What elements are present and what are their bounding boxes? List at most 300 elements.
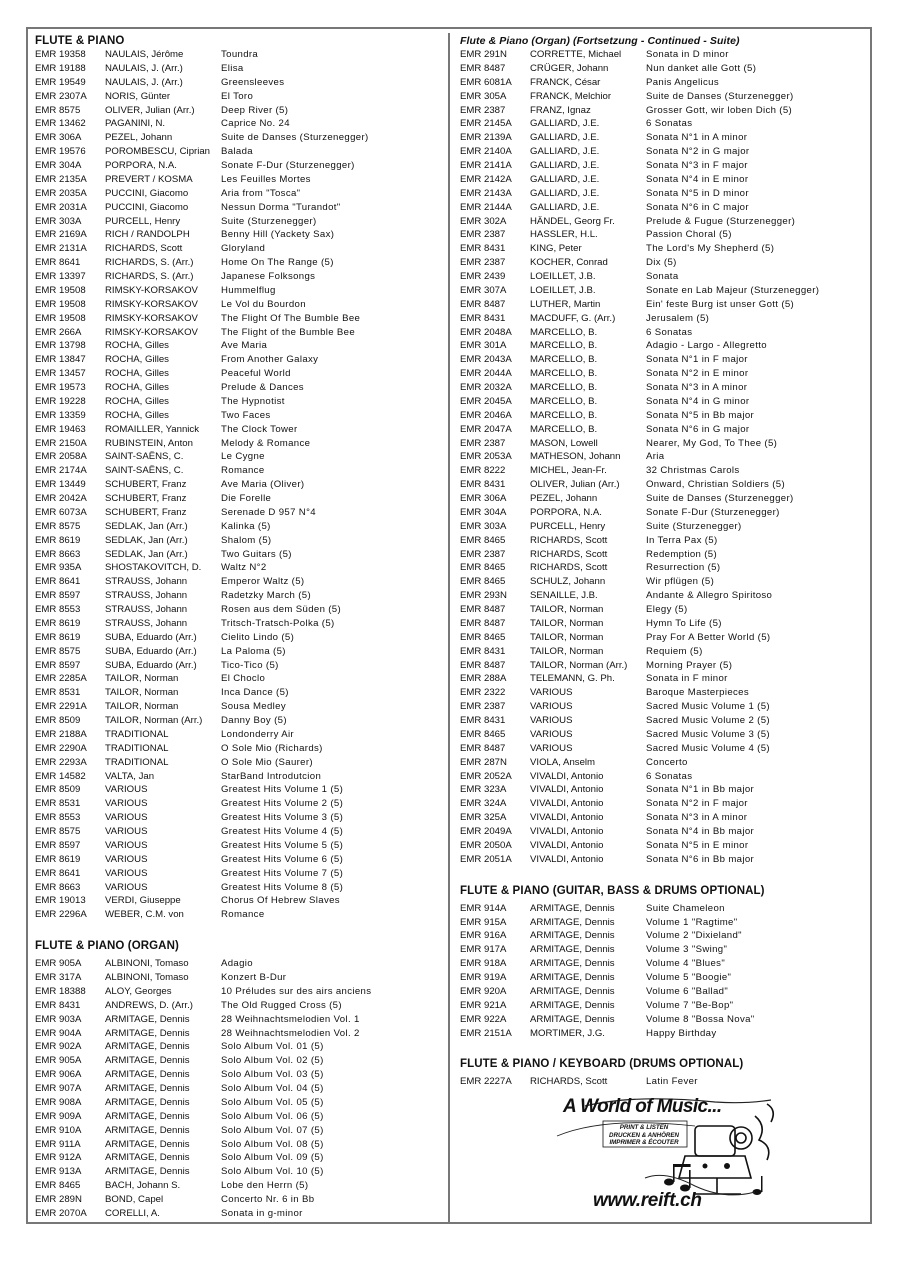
catalog-number: EMR 908A	[35, 1096, 82, 1108]
catalog-entry	[35, 228, 445, 242]
work-title: Peaceful World	[221, 368, 291, 380]
catalog-number: EMR 2387	[460, 257, 506, 269]
work-title: Romance	[221, 465, 265, 477]
catalog-entry	[460, 76, 865, 90]
work-title: Solo Album Vol. 01 (5)	[221, 1041, 324, 1053]
composer: HÄNDEL, Georg Fr.	[530, 215, 615, 227]
catalog-entry	[35, 756, 445, 770]
catalog-entry	[35, 270, 445, 284]
catalog-number: EMR 8465	[460, 728, 506, 740]
catalog-number: EMR 304A	[460, 506, 507, 518]
composer: NORIS, Günter	[105, 90, 171, 102]
catalog-entry	[35, 395, 445, 409]
composer: VERDI, Giuseppe	[105, 895, 181, 907]
work-title: Solo Album Vol. 10 (5)	[221, 1166, 324, 1178]
work-title: The Old Rugged Cross (5)	[221, 999, 342, 1011]
work-title: Sonate F-Dur (Sturzenegger)	[646, 506, 780, 518]
composer: ARMITAGE, Dennis	[530, 916, 615, 928]
work-title: Lobe den Herrn (5)	[221, 1180, 309, 1192]
composer: OLIVER, Julian (Arr.)	[530, 479, 620, 491]
catalog-entry	[35, 770, 445, 784]
work-title: Ein' feste Burg ist unser Gott (5)	[646, 298, 795, 310]
composer: ROCHA, Gilles	[105, 340, 169, 352]
work-title: Two Guitars (5)	[221, 548, 292, 560]
work-title: Two Faces	[221, 409, 271, 421]
work-title: Volume 1 "Ragtime"	[646, 916, 738, 928]
catalog-number: EMR 302A	[460, 215, 507, 227]
catalog-number: EMR 324A	[460, 798, 507, 810]
work-title: Shalom (5)	[221, 534, 272, 546]
composer: SEDLAK, Jan (Arr.)	[105, 534, 188, 546]
composer: ARMITAGE, Dennis	[105, 1138, 190, 1150]
work-title: StarBand Introdutcion	[221, 770, 322, 782]
work-title: Tritsch-Tratsch-Polka (5)	[221, 617, 335, 629]
work-title: Sacred Music Volume 2 (5)	[646, 715, 770, 726]
catalog-number: EMR 2047A	[460, 423, 512, 435]
catalog-entry	[460, 728, 865, 742]
work-title: The Flight of the Bumble Bee	[221, 326, 356, 338]
catalog-number: EMR 19358	[35, 49, 86, 60]
work-title: Sonata N°1 in Bb major	[646, 784, 755, 796]
catalog-number: EMR 14582	[35, 770, 86, 782]
catalog-entry	[35, 201, 445, 215]
work-title: Pray For A Better World (5)	[646, 631, 771, 643]
work-title: Concerto	[646, 756, 688, 768]
catalog-entry	[35, 700, 445, 714]
catalog-entry	[35, 312, 445, 326]
composer: VARIOUS	[105, 839, 148, 851]
work-title: La Paloma (5)	[221, 645, 286, 657]
catalog-number: EMR 2387	[460, 701, 506, 713]
catalog-number: EMR 8597	[35, 839, 81, 851]
work-title: Nun danket alle Gott (5)	[646, 62, 757, 74]
section-title: FLUTE & PIANO	[35, 35, 125, 47]
catalog-entry	[460, 298, 865, 312]
composer: ARMITAGE, Dennis	[105, 1013, 190, 1025]
work-title: Sonata N°1 in F major	[646, 354, 748, 366]
catalog-number: EMR 2150A	[35, 437, 87, 449]
work-title: Sonata N°2 in E minor	[646, 368, 749, 380]
work-title: Tico-Tico (5)	[221, 659, 279, 671]
catalog-number: EMR 288A	[460, 673, 507, 685]
catalog-number: EMR 8465	[460, 631, 506, 643]
catalog-number: EMR 2169A	[35, 229, 87, 241]
catalog-number: EMR 2051A	[460, 853, 512, 865]
catalog-entry	[35, 811, 445, 825]
work-title: Sonata N°3 in A minor	[646, 382, 748, 393]
catalog-number: EMR 8619	[35, 617, 81, 629]
composer: ARMITAGE, Dennis	[530, 985, 615, 997]
composer: TELEMANN, G. Ph.	[530, 673, 615, 685]
composer: VARIOUS	[105, 798, 148, 810]
composer: MARCELLO, B.	[530, 340, 598, 352]
catalog-number: EMR 8509	[35, 715, 81, 726]
composer: LOEILLET, J.B.	[530, 271, 596, 282]
work-title: Rosen aus dem Süden (5)	[221, 604, 342, 615]
catalog-number: EMR 2285A	[35, 673, 87, 685]
catalog-entry	[35, 520, 445, 534]
catalog-entry	[35, 686, 445, 700]
catalog-entry	[35, 173, 445, 187]
catalog-entry	[35, 617, 445, 631]
catalog-number: EMR 323A	[460, 784, 507, 796]
composer: ARMITAGE, Dennis	[105, 1055, 190, 1067]
catalog-entry	[35, 450, 445, 464]
work-title: Gloryland	[221, 243, 266, 255]
catalog-number: EMR 8575	[35, 826, 81, 837]
catalog-entry	[35, 1124, 445, 1138]
catalog-entry	[460, 561, 865, 575]
catalog-entry	[460, 437, 865, 451]
work-title: Hymn To Life (5)	[646, 617, 722, 629]
catalog-number: EMR 19573	[35, 382, 86, 393]
catalog-number: EMR 8531	[35, 687, 81, 699]
catalog-number: EMR 18388	[35, 985, 86, 997]
work-title: Elegy (5)	[646, 604, 688, 615]
work-title: 32 Christmas Carols	[646, 465, 740, 477]
catalog-number: EMR 2142A	[460, 173, 512, 185]
work-title: Sonata N°3 in F major	[646, 160, 748, 171]
work-title: Happy Birthday	[646, 1027, 717, 1039]
catalog-entry	[35, 1013, 445, 1027]
catalog-number: EMR 19508	[35, 298, 86, 310]
work-title: Le Vol du Bourdon	[221, 298, 306, 310]
work-title: Volume 5 "Boogie"	[646, 972, 732, 983]
catalog-number: EMR 8619	[35, 631, 81, 643]
composer: NAULAIS, J. (Arr.)	[105, 76, 183, 88]
catalog-entry	[460, 520, 865, 534]
catalog-number: EMR 911A	[35, 1138, 81, 1150]
catalog-entry	[460, 478, 865, 492]
catalog-entry	[35, 478, 445, 492]
work-title: Hummelflug	[221, 284, 276, 296]
composer: TAILOR, Norman	[105, 673, 179, 685]
work-title: O Sole Mio (Richards)	[221, 742, 323, 754]
work-title: Greatest Hits Volume 2 (5)	[221, 798, 344, 810]
catalog-entry	[460, 145, 865, 159]
catalog-entry	[35, 131, 445, 145]
catalog-entry	[35, 1040, 445, 1054]
work-title: Passion Choral (5)	[646, 229, 732, 241]
catalog-entry	[460, 672, 865, 686]
catalog-entry	[35, 284, 445, 298]
work-title: Volume 3 "Swing"	[646, 944, 728, 956]
catalog-number: EMR 6081A	[460, 76, 512, 88]
catalog-entry	[460, 548, 865, 562]
catalog-number: EMR 8222	[460, 465, 506, 477]
catalog-number: EMR 2387	[460, 104, 506, 116]
catalog-entry	[35, 783, 445, 797]
catalog-entry	[460, 1027, 865, 1041]
composer: TRADITIONAL	[105, 728, 169, 740]
catalog-entry	[460, 367, 865, 381]
catalog-entry	[35, 603, 445, 617]
work-title: Sonata N°2 in F major	[646, 798, 748, 810]
work-title: Sonata in D minor	[646, 49, 729, 60]
catalog-number: EMR 2042A	[35, 493, 87, 504]
catalog-number: EMR 8641	[35, 257, 81, 269]
work-title: Elisa	[221, 62, 244, 74]
work-title: Radetzky March (5)	[221, 590, 312, 602]
catalog-number: EMR 2439	[460, 271, 506, 282]
work-title: Wir pflügen (5)	[646, 576, 715, 588]
catalog-number: EMR 2227A	[460, 1076, 512, 1088]
catalog-number: EMR 303A	[460, 520, 507, 532]
catalog-entry	[35, 367, 445, 381]
catalog-number: EMR 922A	[460, 1013, 507, 1025]
catalog-entry	[460, 62, 865, 76]
composer: ARMITAGE, Dennis	[105, 1166, 190, 1178]
work-title: Sacred Music Volume 3 (5)	[646, 728, 770, 740]
catalog-number: EMR 8575	[35, 645, 81, 657]
composer: WEBER, C.M. von	[105, 909, 184, 921]
catalog-entry	[35, 1068, 445, 1082]
catalog-entry	[460, 943, 865, 957]
work-title: Balada	[221, 146, 253, 158]
catalog-number: EMR 307A	[460, 284, 507, 296]
work-title: Konzert B-Dur	[221, 972, 287, 983]
composer: MARCELLO, B.	[530, 368, 598, 380]
composer: NAULAIS, J. (Arr.)	[105, 62, 183, 74]
composer: RICHARDS, S. (Arr.)	[105, 257, 194, 269]
composer: ROCHA, Gilles	[105, 382, 169, 393]
catalog-number: EMR 2141A	[460, 160, 512, 171]
catalog-number: EMR 2032A	[460, 382, 512, 393]
work-title: Sonata N°3 in A minor	[646, 812, 748, 824]
catalog-number: EMR 8487	[460, 604, 506, 615]
composer: MARCELLO, B.	[530, 395, 598, 407]
catalog-entry	[35, 215, 445, 229]
catalog-entry	[35, 881, 445, 895]
composer: CORRETTE, Michael	[530, 49, 622, 60]
left-column	[35, 34, 445, 1221]
catalog-entry	[35, 728, 445, 742]
work-title: Home On The Range (5)	[221, 257, 334, 269]
catalog-number: EMR 8575	[35, 520, 81, 532]
catalog-number: EMR 904A	[35, 1027, 82, 1039]
catalog-entry	[460, 270, 865, 284]
work-title: The Hypnotist	[221, 395, 285, 407]
work-title: Sonate F-Dur (Sturzenegger)	[221, 160, 355, 171]
composer: STRAUSS, Johann	[105, 617, 188, 629]
catalog-entry	[35, 534, 445, 548]
catalog-entry	[460, 971, 865, 985]
catalog-number: EMR 2135A	[35, 173, 87, 185]
composer: PORPORA, N.A.	[530, 506, 602, 518]
catalog-number: EMR 913A	[35, 1166, 82, 1178]
work-title: Sacred Music Volume 4 (5)	[646, 742, 770, 754]
catalog-number: EMR 6073A	[35, 506, 87, 518]
work-title: Deep River (5)	[221, 104, 289, 116]
work-title: Resurrection (5)	[646, 562, 721, 574]
composer: PUCCINI, Giacomo	[105, 187, 189, 199]
catalog-entry	[460, 929, 865, 943]
catalog-entry	[35, 1151, 445, 1165]
website-url[interactable]: www.reift.ch	[593, 1190, 702, 1211]
work-title: Redemption (5)	[646, 548, 718, 560]
composer: RICHARDS, Scott	[530, 1076, 608, 1088]
catalog-entry	[460, 312, 865, 326]
work-title: Solo Album Vol. 09 (5)	[221, 1152, 324, 1164]
catalog-number: EMR 916A	[460, 930, 507, 942]
work-title: Andante & Allegro Spiritoso	[646, 590, 773, 602]
composer: VIVALDI, Antonio	[530, 784, 604, 796]
work-title: Volume 2 "Dixieland"	[646, 930, 742, 942]
work-title: Greatest Hits Volume 8 (5)	[221, 881, 344, 893]
catalog-number: EMR 287N	[460, 756, 507, 768]
composer: KOCHER, Conrad	[530, 257, 608, 269]
composer: VARIOUS	[105, 853, 148, 865]
catalog-number: EMR 8465	[460, 562, 506, 574]
composer: VIVALDI, Antonio	[530, 839, 604, 851]
catalog-number: EMR 2307A	[35, 90, 87, 102]
composer: MATHESON, Johann	[530, 451, 621, 463]
composer: RIMSKY-KORSAKOV	[105, 284, 198, 296]
catalog-number: EMR 291N	[460, 49, 507, 60]
composer: GALLIARD, J.E.	[530, 201, 600, 213]
composer: RICHARDS, Scott	[530, 562, 608, 574]
catalog-number: EMR 909A	[35, 1110, 82, 1122]
composer: PAGANINI, N.	[105, 118, 166, 130]
catalog-entry	[35, 631, 445, 645]
catalog-number: EMR 2145A	[460, 118, 512, 130]
catalog-entry	[460, 423, 865, 437]
catalog-entry	[35, 971, 445, 985]
catalog-entry	[460, 256, 865, 270]
catalog-list	[460, 1075, 865, 1089]
catalog-number: EMR 19508	[35, 284, 86, 296]
composer: RICHARDS, Scott	[105, 243, 183, 255]
catalog-entry	[460, 409, 865, 423]
work-title: Volume 6 "Ballad"	[646, 985, 729, 997]
composer: MICHEL, Jean-Fr.	[530, 465, 607, 477]
composer: VARIOUS	[530, 715, 573, 726]
composer: VALTA, Jan	[105, 770, 155, 782]
catalog-list	[35, 48, 445, 922]
catalog-entry	[460, 201, 865, 215]
catalog-entry	[35, 464, 445, 478]
catalog-entry	[460, 957, 865, 971]
catalog-entry	[35, 1207, 445, 1221]
work-title: Inca Dance (5)	[221, 687, 289, 699]
composer: ROCHA, Gilles	[105, 354, 169, 366]
catalog-entry	[35, 104, 445, 118]
work-title: Suite Chameleon	[646, 902, 725, 914]
composer: CRÜGER, Johann	[530, 62, 609, 74]
catalog-number: EMR 8663	[35, 881, 81, 893]
work-title: Melody & Romance	[221, 437, 311, 449]
catalog-entry	[35, 1027, 445, 1041]
work-title: Sonata N°4 in Bb major	[646, 826, 755, 837]
section-spacer	[35, 922, 445, 939]
composer: ARMITAGE, Dennis	[105, 1069, 190, 1081]
catalog-number: EMR 2046A	[460, 409, 512, 421]
catalog-number: EMR 914A	[460, 902, 507, 914]
catalog-entry	[35, 339, 445, 353]
catalog-number: EMR 13359	[35, 409, 86, 421]
composer: RIMSKY-KORSAKOV	[105, 326, 198, 338]
catalog-number: EMR 8597	[35, 659, 81, 671]
catalog-number: EMR 325A	[460, 812, 507, 824]
composer: RICH / RANDOLPH	[105, 229, 190, 241]
work-title: Sonata N°4 in E minor	[646, 173, 749, 185]
composer: SCHUBERT, Franz	[105, 479, 187, 491]
catalog-number: EMR 2143A	[460, 187, 512, 199]
composer: NAULAIS, Jérôme	[105, 49, 184, 60]
catalog-entry	[460, 395, 865, 409]
catalog-number: EMR 289N	[35, 1194, 82, 1205]
catalog-entry	[460, 187, 865, 201]
section-title: FLUTE & PIANO / KEYBOARD (DRUMS OPTIONAL)	[460, 1058, 744, 1071]
composer: LOEILLET, J.B.	[530, 284, 596, 296]
composer: MORTIMER, J.G.	[530, 1027, 605, 1039]
work-title: Solo Album Vol. 03 (5)	[221, 1069, 324, 1081]
composer: VIVALDI, Antonio	[530, 826, 604, 837]
catalog-entry	[35, 1179, 445, 1193]
catalog-number: EMR 8487	[460, 298, 506, 310]
catalog-number: EMR 306A	[35, 132, 82, 144]
catalog-number: EMR 8509	[35, 784, 81, 796]
catalog-number: EMR 905A	[35, 958, 82, 970]
work-title: Sonata in F minor	[646, 673, 728, 685]
composer: VIVALDI, Antonio	[530, 798, 604, 810]
composer: VARIOUS	[530, 728, 573, 740]
catalog-entry	[460, 534, 865, 548]
catalog-entry	[35, 985, 445, 999]
work-title: O Sole Mio (Saurer)	[221, 756, 313, 768]
composer: TAILOR, Norman	[105, 701, 179, 713]
work-title: Toundra	[221, 49, 259, 60]
catalog-entry	[460, 450, 865, 464]
work-title: 6 Sonatas	[646, 326, 693, 338]
catalog-number: EMR 2387	[460, 437, 506, 449]
catalog-number: EMR 306A	[460, 493, 507, 504]
catalog-list	[35, 957, 445, 1221]
catalog-number: EMR 2053A	[460, 451, 512, 463]
catalog-number: EMR 19549	[35, 76, 86, 88]
catalog-entry	[460, 700, 865, 714]
composer: MARCELLO, B.	[530, 326, 598, 338]
section-title: FLUTE & PIANO (ORGAN)	[35, 940, 179, 953]
catalog-number: EMR 8575	[35, 104, 81, 116]
catalog-entry	[35, 742, 445, 756]
work-title: Aria	[646, 451, 665, 463]
work-title: Ave Maria	[221, 340, 268, 352]
composer: MARCELLO, B.	[530, 423, 598, 435]
composer: ARMITAGE, Dennis	[530, 999, 615, 1011]
composer: MASON, Lowell	[530, 437, 598, 449]
composer: VIVALDI, Antonio	[530, 853, 604, 865]
catalog-number: EMR 13397	[35, 271, 86, 282]
catalog-entry	[460, 506, 865, 520]
catalog-number: EMR 2322	[460, 687, 506, 699]
composer: ARMITAGE, Dennis	[105, 1083, 190, 1094]
catalog-number: EMR 13449	[35, 479, 86, 491]
catalog-number: EMR 905A	[35, 1055, 82, 1067]
composer: ARMITAGE, Dennis	[105, 1124, 190, 1136]
composer: MARCELLO, B.	[530, 382, 598, 393]
catalog-number: EMR 293N	[460, 590, 507, 602]
work-title: 10 Préludes sur des airs anciens	[221, 985, 372, 997]
composer: ROCHA, Gilles	[105, 409, 169, 421]
composer: TRADITIONAL	[105, 742, 169, 754]
catalog-entry	[35, 437, 445, 451]
work-title: Caprice No. 24	[221, 118, 290, 130]
work-title: Suite (Sturzenegger)	[646, 520, 742, 532]
catalog-entry	[460, 215, 865, 229]
catalog-entry	[35, 999, 445, 1013]
composer: CORELLI, A.	[105, 1207, 160, 1219]
